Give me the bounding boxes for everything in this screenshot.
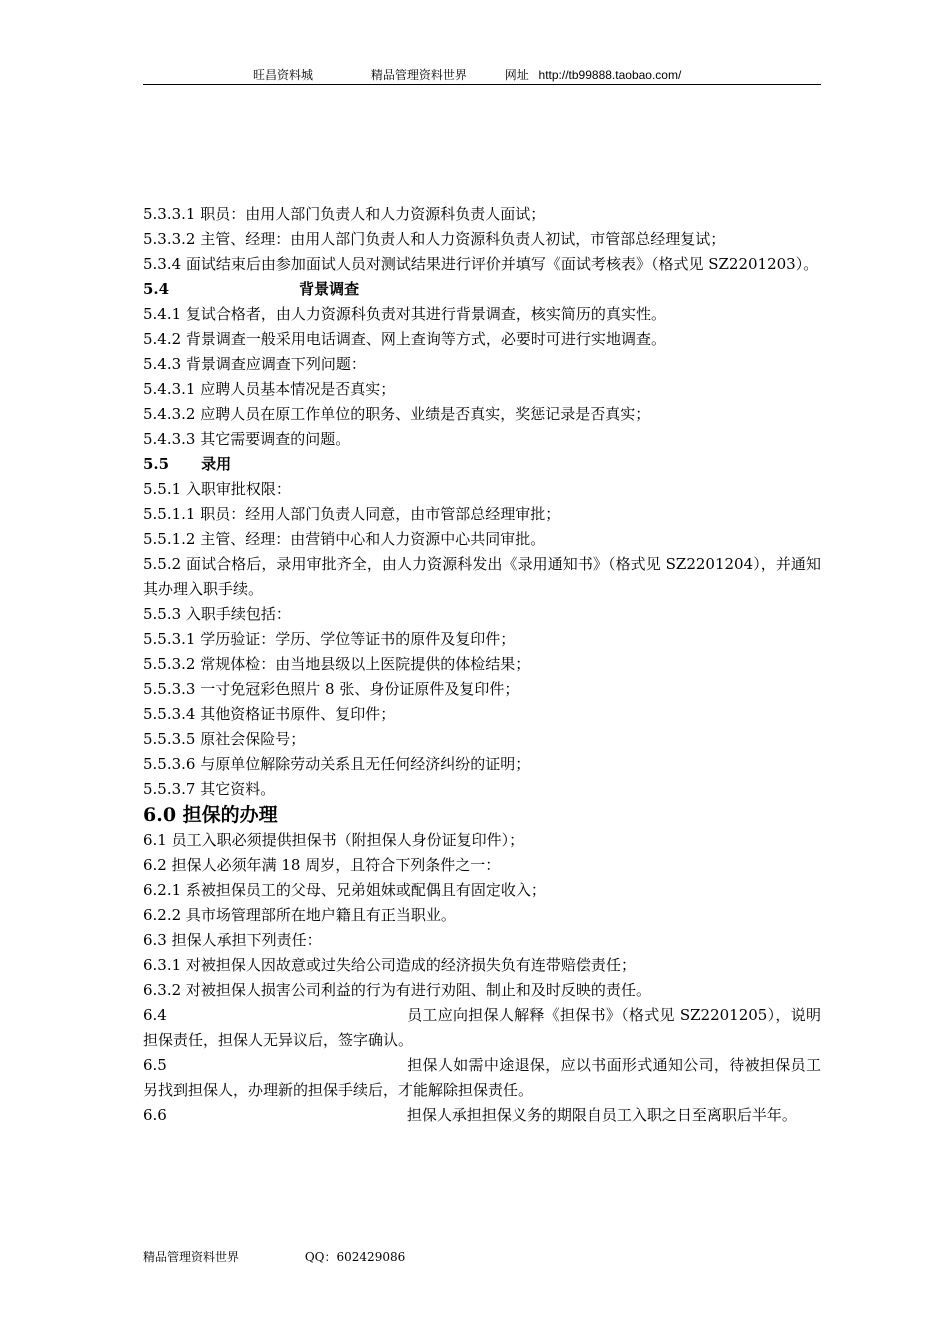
paragraph: 5.4.1 复试合格者，由人力资源科负责对其进行背景调查，核实简历的真实性。: [143, 305, 666, 323]
header-url-link[interactable]: http://tb99888.taobao.com/: [538, 68, 682, 82]
paragraph: 5.5.3.3 一寸免冠彩色照片 8 张、身份证原件及复印件；: [143, 680, 520, 698]
section-number: 6.5: [143, 1056, 167, 1074]
paragraph: 5.4.3 背景调查应调查下列问题：: [143, 355, 366, 373]
paragraph: 6.1 员工入职必须提供担保书（附担保人身份证复印件）；: [143, 831, 525, 849]
paragraph: 5.5.1.1 职员：经用人部门负责人同意，由市管部总经理审批；: [143, 505, 561, 523]
paragraph: 6.2 担保人必须年满 18 周岁，且符合下列条件之一：: [143, 856, 501, 874]
paragraph-text: 担保人承担担保义务的期限自员工入职之日至离职后半年。: [406, 1106, 797, 1124]
paragraph-6-6: [143, 1103, 821, 1128]
section-number: 6.4: [143, 1006, 167, 1024]
paragraph: 5.4.3.3 其它需要调查的问题。: [143, 430, 351, 448]
paragraph: 5.3.4 面试结束后由参加面试人员对测试结果进行评价并填写《面试考核表》（格式见 SZ2201203）。: [143, 255, 819, 273]
section-number: 6.6: [143, 1106, 167, 1124]
header-divider: [143, 84, 821, 85]
paragraph-text: 担保人如需中途退保，应以书面形式通知公司，待被担保员工另找到担保人，办理新的担保手续后，才能解除担保责任。: [143, 1056, 821, 1099]
paragraph: 5.5.2 面试合格后，录用审批齐全，由人力资源科发出《录用通知书》（格式见 SZ2201204），并通知其办理入职手续。: [143, 555, 821, 598]
paragraph: 5.5.1 入职审批权限：: [143, 480, 291, 498]
paragraph-6-5: [143, 1053, 821, 1103]
paragraph: 5.4.3.1 应聘人员基本情况是否真实；: [143, 380, 396, 398]
paragraph: 5.5.3.6 与原单位解除劳动关系且无任何经济纠纷的证明；: [143, 755, 531, 773]
paragraph: 6.2.2 具市场管理部所在地户籍且有正当职业。: [143, 906, 456, 924]
paragraph: 5.3.3.1 职员：由用人部门负责人和人力资源科负责人面试；: [143, 205, 546, 223]
paragraph-6-4: [143, 1003, 821, 1053]
section-title: 录用: [201, 455, 232, 473]
section-number: 5.5: [143, 455, 170, 473]
page-header: [143, 66, 821, 83]
document-body: [143, 202, 821, 1128]
paragraph-text: 员工应向担保人解释《担保书》（格式见 SZ2201205），说明担保责任，担保人无异议后，签字确认。: [143, 1006, 821, 1049]
paragraph: 6.3.1 对被担保人因故意或过失给公司造成的经济损失负有连带赔偿责任；: [143, 956, 636, 974]
paragraph: 5.5.3.1 学历验证：学历、学位等证书的原件及复印件；: [143, 630, 516, 648]
paragraph: 6.2.1 系被担保员工的父母、兄弟姐妹或配偶且有固定收入；: [143, 881, 546, 899]
section-number: 5.4: [143, 280, 170, 298]
paragraph: 5.5.3.5 原社会保险号；: [143, 730, 306, 748]
header-site-name: 旺昌资料城: [253, 68, 314, 82]
paragraph: 5.3.3.2 主管、经理：由用人部门负责人和人力资源科负责人初试，市管部总经理复试；: [143, 230, 726, 248]
section-heading-5-4: [143, 277, 821, 302]
paragraph: 5.5.3.7 其它资料。: [143, 780, 276, 798]
paragraph: 6.3 担保人承担下列责任：: [143, 931, 322, 949]
paragraph: 5.5.1.2 主管、经理：由营销中心和人力资源中心共同审批。: [143, 530, 546, 548]
paragraph: 5.4.2 背景调查一般采用电话调查、网上查询等方式，必要时可进行实地调查。: [143, 330, 666, 348]
paragraph: 5.5.3.2 常规体检：由当地县级以上医院提供的体检结果；: [143, 655, 531, 673]
chapter-heading-6: 6.0 担保的办理: [143, 804, 278, 826]
footer-world-name: 精品管理资料世界: [143, 1250, 240, 1264]
section-title: 背景调查: [299, 280, 360, 298]
header-world-name: 精品管理资料世界: [370, 68, 467, 82]
paragraph: 6.3.2 对被担保人损害公司利益的行为有进行劝阻、制止和及时反映的责任。: [143, 981, 651, 999]
paragraph: 5.4.3.2 应聘人员在原工作单位的职务、业绩是否真实，奖惩记录是否真实；: [143, 405, 651, 423]
footer-qq: QQ：602429086: [304, 1250, 406, 1264]
header-url-label: 网址: [504, 68, 529, 82]
paragraph: 5.5.3.4 其他资格证书原件、复印件；: [143, 705, 396, 723]
paragraph: 5.5.3 入职手续包括：: [143, 605, 291, 623]
page-footer: [143, 1248, 405, 1265]
section-heading-5-5: [143, 452, 821, 477]
